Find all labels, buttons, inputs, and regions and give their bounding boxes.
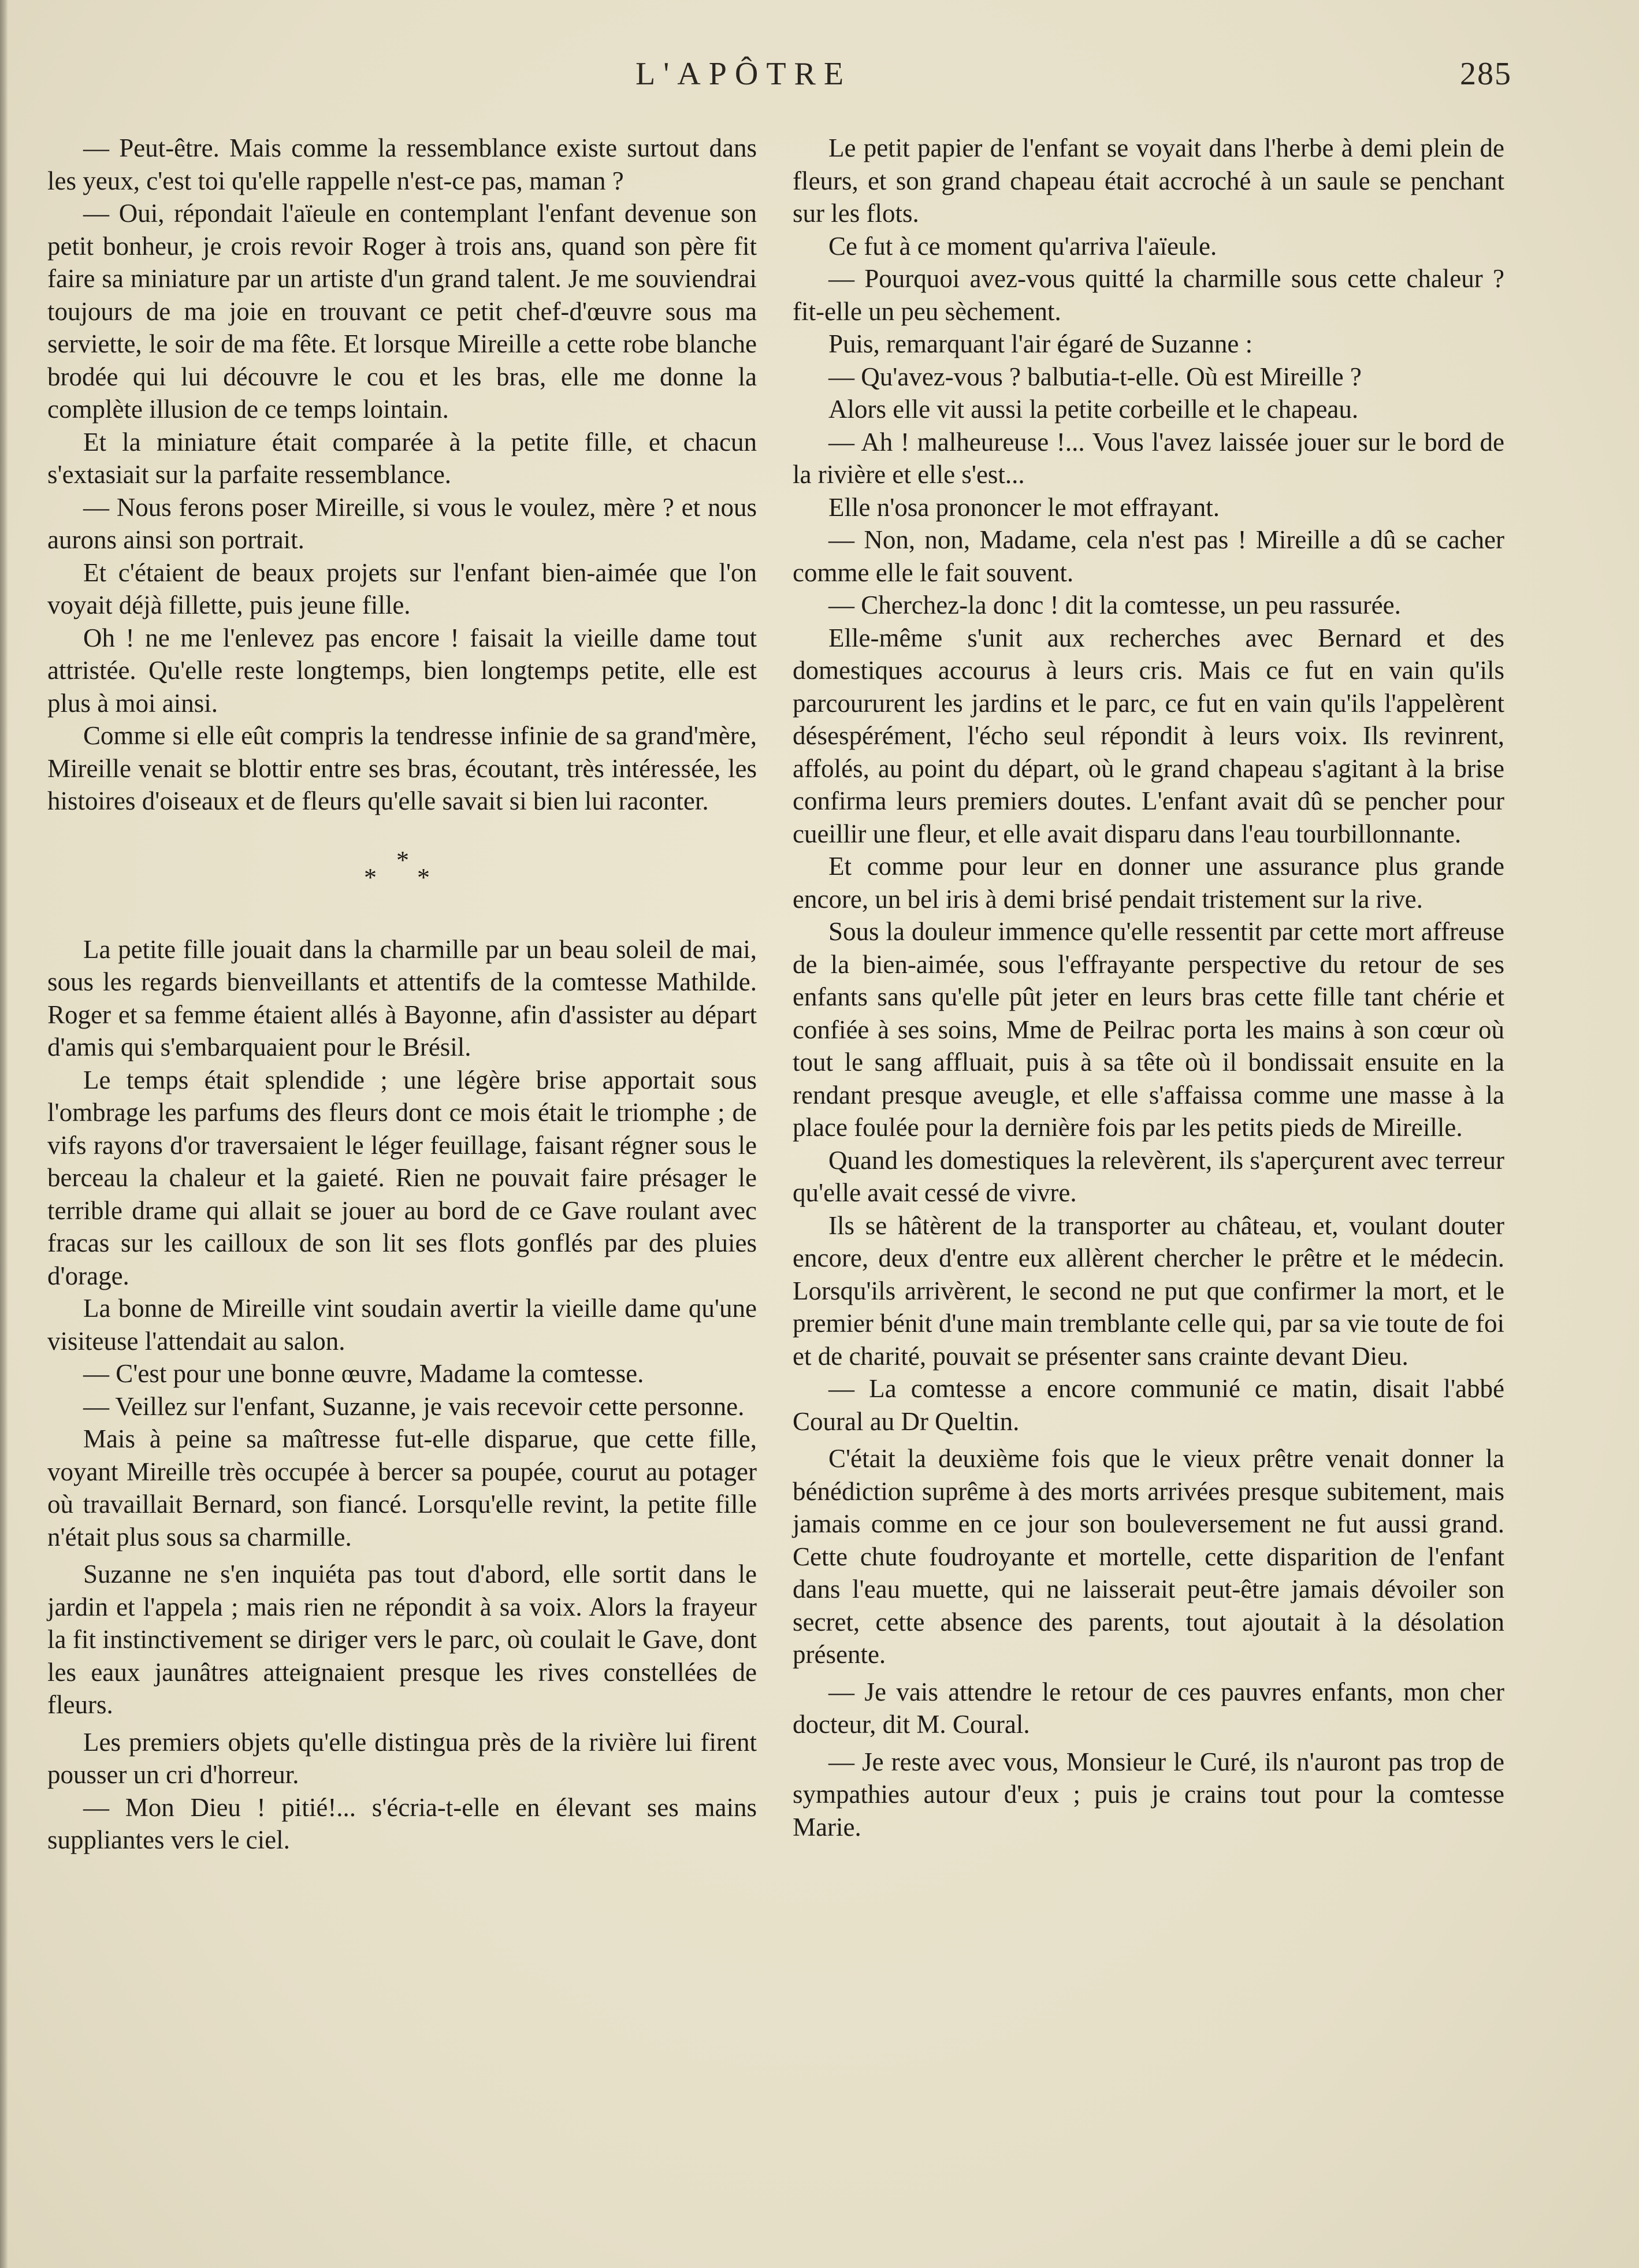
paragraph: Et la miniature était comparée à la petite fille, et chacun s'extasiait sur la parfaite ressemblance. bbox=[47, 427, 757, 489]
paragraph: La petite fille jouait dans la charmille par un beau soleil de mai, sous les regards bienveillants et attentifs de la comtesse Mathilde. Roger et sa femme étaient allés à Bayonne, afin d'assister au départ d'amis qui s'embarquaient pour le Brésil. bbox=[47, 934, 757, 1061]
paragraph: Alors elle vit aussi la petite corbeille et le chapeau. bbox=[828, 395, 1359, 424]
paragraph: Les premiers objets qu'elle distingua près de la rivière lui firent pousser un cri d'horreur. bbox=[47, 1727, 757, 1789]
paragraph: Comme si elle eût compris la tendresse infinie de sa grand'mère, Mireille venait se blottir entre ses bras, écoutant, très intéressée, les histoires d'oiseaux et de fleurs qu'elle savait si bien lui raconter. bbox=[47, 721, 757, 815]
paragraph: Mais à peine sa maîtresse fut-elle disparue, que cette fille, voyant Mireille très occupée à bercer sa poupée, courut au potager où travaillait Bernard, son fiancé. Lorsqu'elle revint, la petite fille n'était plus sous sa charmille. bbox=[47, 1424, 757, 1551]
paragraph: — Pourquoi avez-vous quitté la charmille sous cette chaleur ? fit-elle un peu sèchement. bbox=[793, 264, 1504, 326]
paragraph: Le petit papier de l'enfant se voyait dans l'herbe à demi plein de fleurs, et son grand chapeau était accroché à un saule se penchant sur les flots. bbox=[793, 133, 1504, 228]
separator-asterisk: * bbox=[364, 863, 377, 892]
paragraph: Elle-même s'unit aux recherches avec Bernard et des domestiques accourus à leurs cris. Mais ce fut en vain qu'ils parcoururent les jardins et le parc, ce fut en vain qu'ils l'appelèrent désespérément, l'écho seul répondit à leurs voix. Ils revinrent, affolés, au point du départ, où le grand chapeau s'agitant à la brise confirma leurs premiers doutes. L'enfant avait dû se pencher pour cueillir une fleur, et elle avait disparu dans l'eau tourbillonnante. bbox=[793, 623, 1504, 848]
paragraph: — Qu'avez-vous ? balbutia-t-elle. Où est Mireille ? bbox=[828, 362, 1362, 391]
paragraph: — Mon Dieu ! pitié!... s'écria-t-elle en élevant ses mains suppliantes vers le ciel. bbox=[47, 1792, 757, 1854]
paragraph: Ce fut à ce moment qu'arriva l'aïeule. bbox=[828, 231, 1217, 261]
paragraph: — Peut-être. Mais comme la ressemblance existe surtout dans les yeux, c'est toi qu'elle rappelle n'est-ce pas, maman ? bbox=[47, 133, 757, 195]
paragraph: — Non, non, Madame, cela n'est pas ! Mireille a dû se cacher comme elle le fait souvent. bbox=[793, 525, 1504, 587]
paragraph: Oh ! ne me l'enlevez pas encore ! faisait la vieille dame tout attristée. Qu'elle reste longtemps, bien longtemps petite, elle est plus à moi ainsi. bbox=[47, 623, 757, 718]
running-title: L'APÔTRE bbox=[635, 56, 852, 92]
paragraph: C'était la deuxième fois que le vieux prêtre venait donner la bénédiction suprême à des morts arrivées presque subitement, mais jamais comme en ce jour son bouleversement ne fut aussi grand. Cette chute foudroyante et mortelle, cette disparition de l'enfant dans l'eau muette, qui ne laisserait peut-être jamais dévoiler son secret, cette absence des parents, tout ajoutait à la désolation présente. bbox=[793, 1444, 1504, 1669]
separator-asterisk: * bbox=[396, 845, 409, 874]
paragraph: — C'est pour une bonne œuvre, Madame la comtesse. bbox=[83, 1359, 644, 1388]
paragraph: Puis, remarquant l'air égaré de Suzanne : bbox=[828, 329, 1253, 358]
paragraph: — Oui, répondait l'aïeule en contemplant l'enfant devenue son petit bonheur, je crois revoir Roger à trois ans, quand son père fit faire sa miniature par un artiste d'un grand talent. Je me souviendrai toujours de ma joie en trouvant ce petit chef-d'œuvre sous ma serviette, le soir de ma fête. Et lorsque Mireille a cette robe blanche brodée qui lui découvre le cou et les bras, elle me donne la complète illusion de ce temps lointain. bbox=[47, 199, 757, 424]
paragraph: Et comme pour leur en donner une assurance plus grande encore, un bel iris à demi brisé pendait tristement sur la rive. bbox=[793, 852, 1504, 914]
page-number: 285 bbox=[1460, 56, 1512, 92]
paragraph: — Je reste avec vous, Monsieur le Curé, ils n'auront pas trop de sympathies autour d'eux ; puis je crains tout pour la comtesse Marie. bbox=[793, 1747, 1504, 1842]
paragraph: Quand les domestiques la relevèrent, ils s'aperçurent avec terreur qu'elle avait cessé de vivre. bbox=[793, 1145, 1504, 1207]
paragraph: — Je vais attendre le retour de ces pauvres enfants, mon cher docteur, dit M. Coural. bbox=[793, 1677, 1504, 1739]
page-header bbox=[0, 55, 1639, 102]
paragraph: — Veillez sur l'enfant, Suzanne, je vais recevoir cette personne. bbox=[83, 1391, 745, 1421]
paragraph: — Nous ferons poser Mireille, si vous le voulez, mère ? et nous aurons ainsi son portrait. bbox=[47, 492, 757, 554]
paragraph: Le temps était splendide ; une légère brise apportait sous l'ombrage les parfums des fleurs dont ce mois était le triomphe ; de vifs rayons d'or traversaient le léger feuillage, faisant régner sous le berceau la chaleur et la gaieté. Rien ne pouvait faire présager le terrible drame qui allait se jouer au bord de ce Gave roulant avec fracas sur les cailloux de son lit ses flots gonflés par des pluies d'orage. bbox=[47, 1065, 757, 1290]
page-binding-edge bbox=[0, 0, 8, 2268]
paragraph: La bonne de Mireille vint soudain avertir la vieille dame qu'une visiteuse l'attendait au salon. bbox=[47, 1294, 757, 1356]
left-column bbox=[47, 132, 757, 1857]
paragraph: Suzanne ne s'en inquiéta pas tout d'abord, elle sortit dans le jardin et l'appela ; mais rien ne répondit à sa voix. Alors la frayeur la fit instinctivement se diriger vers le parc, où coulait le Gave, dont les eaux jaunâtres atteignaient presque les rives constellées de fleurs. bbox=[47, 1560, 757, 1719]
section-separator bbox=[47, 845, 757, 900]
paragraph: — Ah ! malheureuse !... Vous l'avez laissée jouer sur le bord de la rivière et elle s'est... bbox=[793, 427, 1504, 489]
separator-asterisk: * bbox=[417, 863, 430, 892]
paragraph: Elle n'osa prononcer le mot effrayant. bbox=[828, 492, 1220, 522]
paragraph: Ils se hâtèrent de la transporter au château, et, voulant douter encore, deux d'entre eux allèrent chercher le prêtre et le médecin. Lorsqu'ils arrivèrent, le second ne put que confirmer la mort, et le premier bénit d'une main tremblante celle qui, par sa vie toute de foi et de charité, pouvait se présenter sans crainte devant Dieu. bbox=[793, 1211, 1504, 1371]
paragraph: — Cherchez-la donc ! dit la comtesse, un peu rassurée. bbox=[828, 591, 1401, 619]
paragraph: Et c'étaient de beaux projets sur l'enfant bien-aimée que l'on voyait déjà fillette, puis jeune fille. bbox=[47, 558, 757, 619]
right-column bbox=[793, 132, 1504, 1843]
paragraph: — La comtesse a encore communié ce matin, disait l'abbé Coural au Dr Queltin. bbox=[793, 1374, 1504, 1436]
paragraph: Sous la douleur immence qu'elle ressentit par cette mort affreuse de la bien-aimée, sous l'effrayante perspective du retour de ses enfants sans qu'elle pût jeter en leurs bras cette fille tant chérie et confiée à ses soins, Mme de Peilrac porta les mains à son cœur où tout le sang affluait, puis à sa tête où il bondissait ensuite en la rendant presque aveugle, et elle s'affaissa comme une masse à la place foulée pour la dernière fois par les petits pieds de Mireille. bbox=[793, 917, 1504, 1142]
